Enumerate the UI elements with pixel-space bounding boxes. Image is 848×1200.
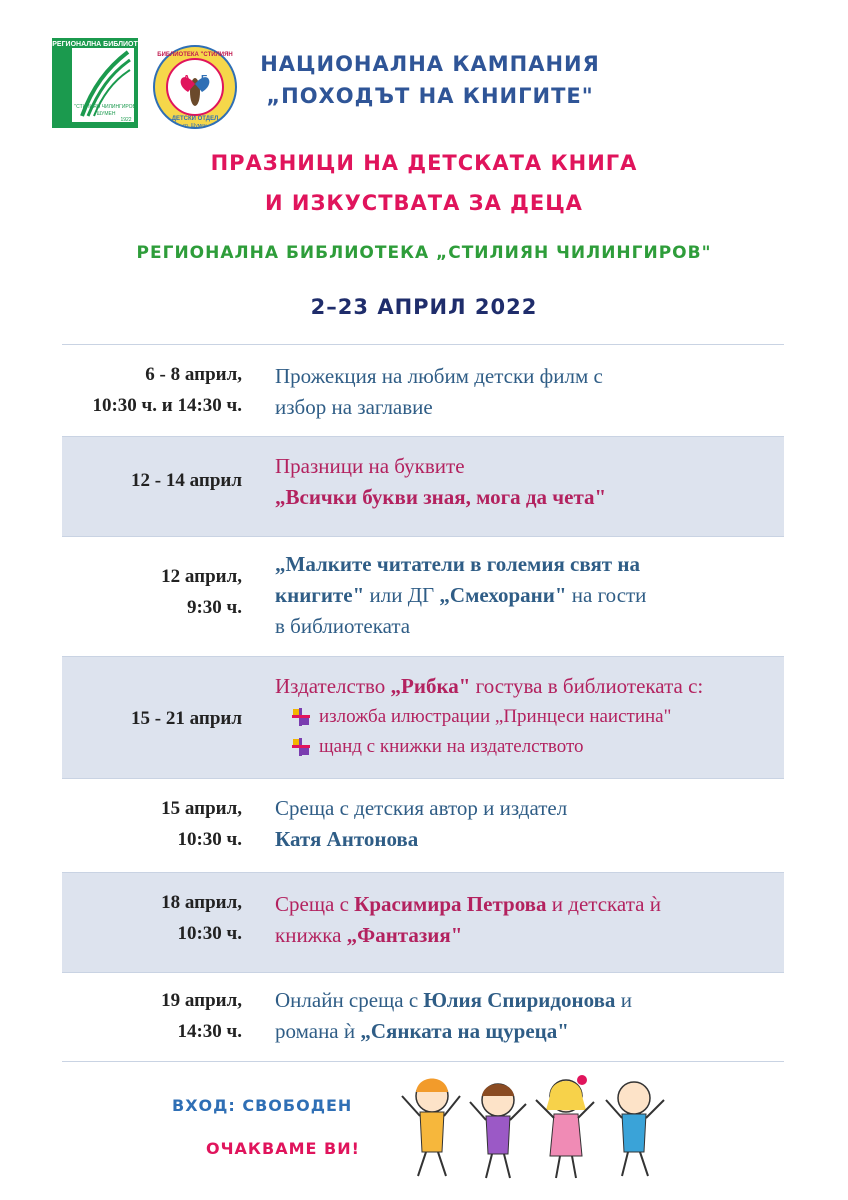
table-row <box>62 972 784 1062</box>
event-time <box>62 985 242 1047</box>
campaign-line-1: НАЦИОНАЛНА КАМПАНИЯ <box>260 52 600 76</box>
logo-kids-city: гр. Шумен <box>183 123 207 129</box>
event-title: „Фантазия" <box>346 923 463 947</box>
kids-department-logo <box>152 44 238 130</box>
event-line <box>275 985 780 1016</box>
logo-kids-top: БИБЛИОТЕКА "СТИЛИЯН <box>157 52 233 58</box>
kid-figure <box>402 1079 460 1177</box>
table-row <box>62 536 784 656</box>
campaign-title <box>250 48 610 112</box>
event-description <box>275 671 780 762</box>
event-time <box>62 561 242 623</box>
kid-figure <box>470 1084 526 1178</box>
event-line: Прожекция на любим детски филм с <box>275 364 603 388</box>
library-name: РЕГИОНАЛНА БИБЛИОТЕКА „СТИЛИЯН ЧИЛИНГИРОВ" <box>136 243 712 263</box>
table-row <box>62 872 784 972</box>
regional-library-logo <box>52 38 152 128</box>
table-row <box>62 436 784 536</box>
festival-line-2: И ИЗКУСТВАТА ЗА ДЕЦА <box>265 191 583 215</box>
program-table <box>62 344 784 1062</box>
event-hour: 14:30 ч. <box>177 1021 242 1042</box>
event-time <box>62 703 242 734</box>
event-guest: Юлия Спиридонова <box>423 988 616 1012</box>
event-title: „Всички букви зная, мога да чета" <box>275 485 607 509</box>
event-title: „Малките читатели в големия свят на <box>275 552 640 576</box>
welcome-note: ОЧАКВАМЕ ВИ! <box>206 1139 360 1158</box>
festival-line-1: ПРАЗНИЦИ НА ДЕТСКАТА КНИГА <box>210 151 638 175</box>
event-line: Празници на буквите <box>275 454 465 478</box>
event-time <box>62 793 242 855</box>
event-connector: на гости <box>566 583 647 607</box>
kid-figure <box>536 1075 594 1178</box>
jumping-kids-illustration <box>396 1066 686 1186</box>
event-guest: Катя Антонова <box>275 827 419 851</box>
event-date: 12 април, <box>161 566 242 587</box>
event-text: романа ѝ <box>275 1019 361 1043</box>
logos <box>52 38 242 138</box>
event-date: 15 - 21 април <box>131 708 242 729</box>
event-text: Среща с <box>275 892 355 916</box>
logo-library-patron: "СТИЛИЯН ЧИЛИНГИРОВ" <box>74 104 138 110</box>
event-title: „Сянката на щуреца" <box>360 1019 569 1043</box>
event-time <box>62 465 242 496</box>
event-line <box>275 889 780 920</box>
event-line <box>275 671 780 702</box>
logo-letter-b: Б <box>201 74 209 85</box>
event-date: 12 - 14 април <box>131 470 242 491</box>
event-date: 15 април, <box>161 798 242 819</box>
bullet-item <box>291 702 780 732</box>
table-row <box>62 344 784 436</box>
campaign-line-2: „ПОХОДЪТ НА КНИГИТЕ" <box>266 84 594 108</box>
event-line: в библиотеката <box>275 614 411 638</box>
table-row <box>62 778 784 872</box>
event-text: и детската ѝ <box>546 892 661 916</box>
event-dates: 2–23 АПРИЛ 2022 <box>310 295 538 319</box>
event-connector: или ДГ <box>364 583 440 607</box>
event-description <box>275 889 780 951</box>
logo-library-year: 1922 <box>120 117 132 123</box>
event-text: гостува в библиотеката с: <box>470 674 704 698</box>
event-line <box>275 580 780 611</box>
event-publisher: „Рибка" <box>390 674 471 698</box>
event-description <box>275 549 780 642</box>
event-hour: 10:30 ч. и 14:30 ч. <box>92 395 242 416</box>
bullet-icon <box>291 707 311 727</box>
bullet-item <box>291 732 780 762</box>
event-text: Издателство <box>275 674 391 698</box>
logo-kids-bottom: ДЕТСКИ ОТДЕЛ <box>171 116 219 122</box>
event-text: и <box>615 988 632 1012</box>
event-description <box>275 985 780 1047</box>
free-entry-note: ВХОД: СВОБОДЕН <box>172 1096 353 1115</box>
logo-letter-a: А <box>183 74 191 85</box>
event-line: избор на заглавие <box>275 395 433 419</box>
bullet-text: щанд с книжки на издателството <box>319 736 584 757</box>
event-line <box>275 920 780 951</box>
table-row <box>62 656 784 778</box>
event-date: 18 април, <box>161 892 242 913</box>
kid-figure <box>606 1082 664 1176</box>
event-date: 6 - 8 април, <box>145 364 242 385</box>
event-line: Среща с детския автор и издател <box>275 796 568 820</box>
event-time <box>62 359 242 421</box>
bullet-icon <box>291 737 311 757</box>
event-date: 19 април, <box>161 990 242 1011</box>
event-hour: 10:30 ч. <box>177 829 242 850</box>
event-description <box>275 451 780 513</box>
event-line <box>275 1016 780 1047</box>
logo-library-city: ШУМЕН <box>96 111 116 117</box>
event-description <box>275 361 780 423</box>
festival-title <box>0 143 848 223</box>
event-text: Онлайн среща с <box>275 988 424 1012</box>
event-guest: Красимира Петрова <box>354 892 547 916</box>
bullet-text: изложба илюстрации „Принцеси наистина" <box>319 706 672 727</box>
event-guest: „Смехорани" <box>439 583 567 607</box>
event-hour: 10:30 ч. <box>177 923 242 944</box>
event-time <box>62 887 242 949</box>
event-description <box>275 793 780 855</box>
event-text: книжка <box>275 923 347 947</box>
event-title-end: книгите" <box>275 583 365 607</box>
logo-library-name: РЕГИОНАЛНА БИБЛИОТЕКА <box>52 41 152 48</box>
event-hour: 9:30 ч. <box>186 597 242 618</box>
